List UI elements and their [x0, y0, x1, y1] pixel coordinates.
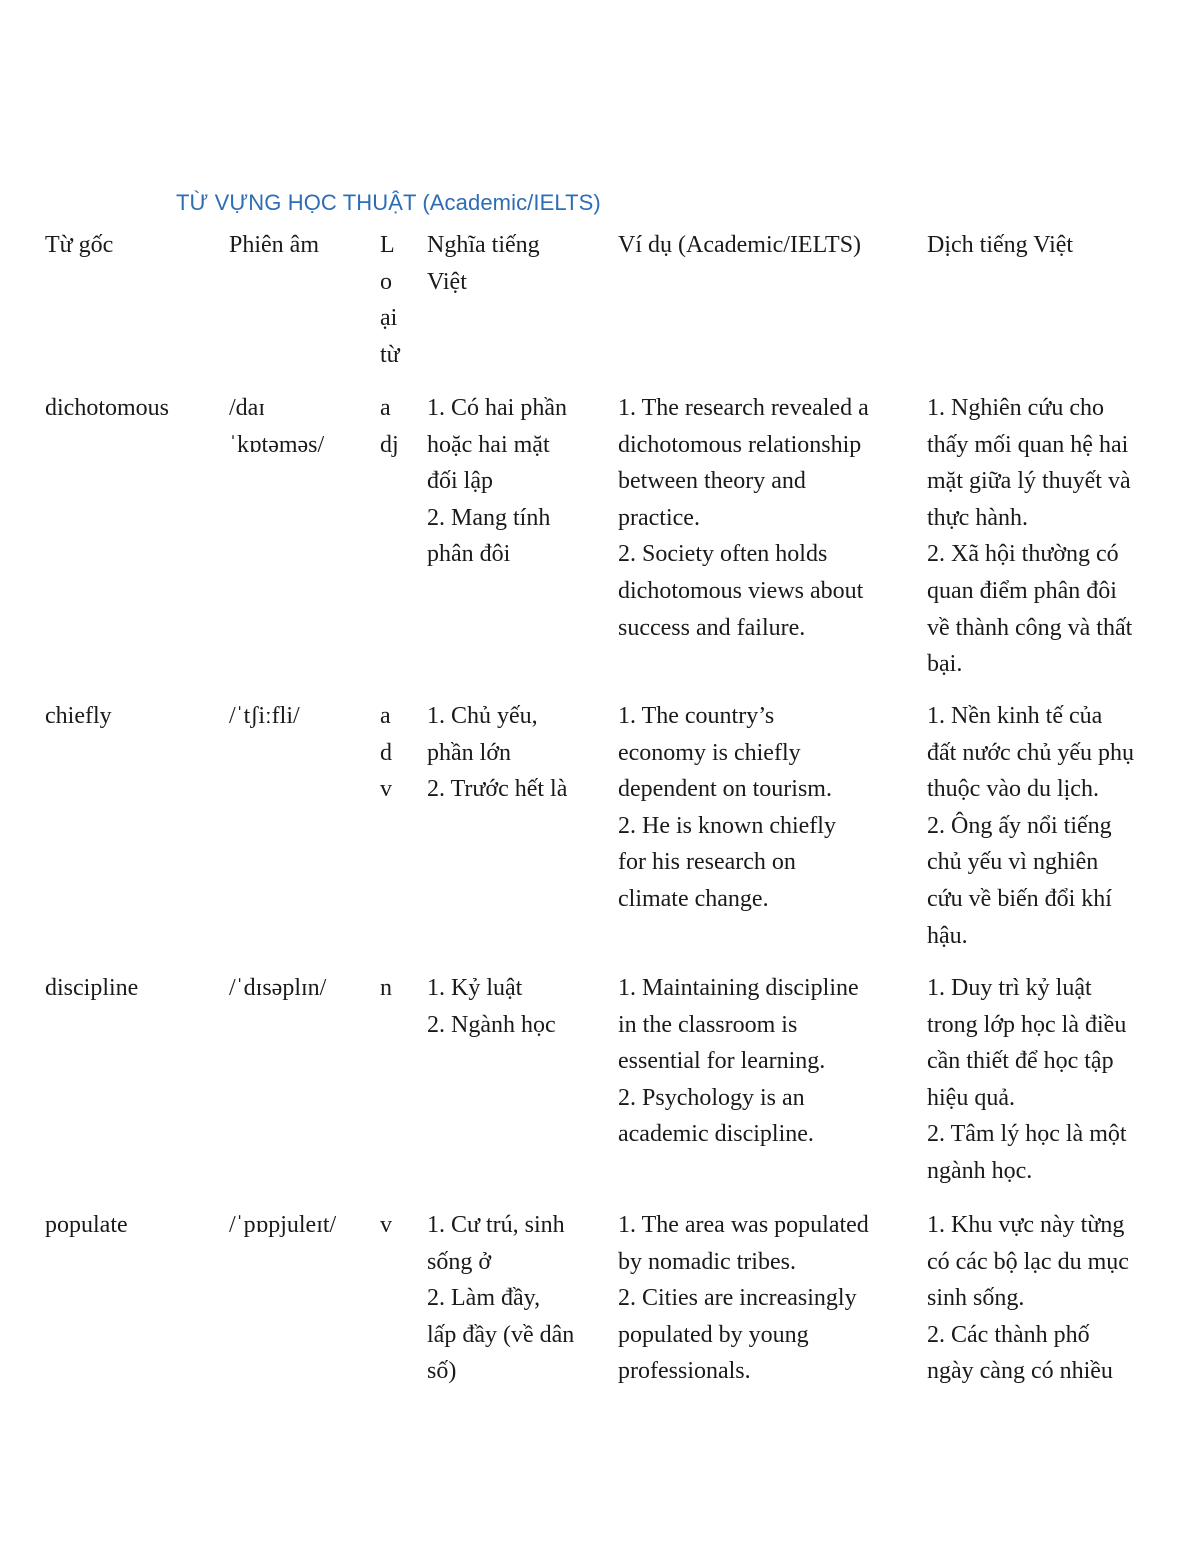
header-vietnamese-translation: Dịch tiếng Việt [927, 232, 1074, 258]
translation-cell: 1. Nền kinh tế của đất nước chủ yếu phụ thuộc vào du lịch. 2. Ông ấy nổi tiếng chủ yếu vì nghiên cứu về biến đổi khí hậu. [927, 703, 1134, 949]
example-cell: 1. The research revealed a dichotomous relationship between theory and practice. 2. Society often holds dichotomous views about success and failure. [618, 395, 869, 641]
translation-cell: 1. Nghiên cứu cho thấy mối quan hệ hai mặt giữa lý thuyết và thực hành. 2. Xã hội thường có quan điểm phân đôi về thành công và thất bại. [927, 395, 1133, 678]
word-cell: chiefly [45, 703, 112, 729]
meaning-cell: 1. Chủ yếu, phần lớn 2. Trước hết là [427, 703, 568, 803]
header-vietnamese-meaning: Nghĩa tiếng Việt [427, 232, 540, 295]
pos-cell: a d v [380, 703, 392, 803]
example-cell: 1. The country’s economy is chiefly dependent on tourism. 2. He is known chiefly for his research on climate change. [618, 703, 836, 912]
page-title: TỪ VỰNG HỌC THUẬT (Academic/IELTS) [176, 190, 601, 215]
pos-cell: v [380, 1212, 392, 1238]
header-root-word: Từ gốc [45, 232, 114, 258]
word-cell: populate [45, 1212, 128, 1238]
ipa-cell: /ˈdɪsəplɪn/ [229, 975, 327, 1001]
header-example: Ví dụ (Academic/IELTS) [618, 232, 862, 258]
header-pronunciation: Phiên âm [229, 232, 319, 258]
ipa-cell: /ˈpɒpjuleɪt/ [229, 1212, 337, 1238]
ipa-cell: /daɪ ˈkɒtəməs/ [229, 395, 325, 458]
translation-cell: 1. Khu vực này từng có các bộ lạc du mục sinh sống. 2. Các thành phố ngày càng có nhiều [927, 1212, 1129, 1385]
meaning-cell: 1. Có hai phần hoặc hai mặt đối lập 2. Mang tính phân đôi [427, 395, 567, 568]
translation-cell: 1. Duy trì kỷ luật trong lớp học là điều cần thiết để học tập hiệu quả. 2. Tâm lý học là một ngành học. [927, 975, 1127, 1184]
meaning-cell: 1. Kỷ luật 2. Ngành học [427, 975, 556, 1038]
pos-cell: a dj [380, 395, 399, 458]
example-cell: 1. The area was populated by nomadic tribes. 2. Cities are increasingly populated by young professionals. [618, 1212, 869, 1385]
word-cell: dichotomous [45, 395, 169, 421]
ipa-cell: /ˈtʃiːfli/ [229, 703, 300, 729]
word-cell: discipline [45, 975, 139, 1001]
pos-cell: n [380, 975, 392, 1001]
meaning-cell: 1. Cư trú, sinh sống ở 2. Làm đầy, lấp đầy (về dân số) [427, 1212, 575, 1385]
example-cell: 1. Maintaining discipline in the classroom is essential for learning. 2. Psychology is an academic discipline. [618, 975, 859, 1148]
header-word-type: L o ại từ [380, 232, 400, 368]
